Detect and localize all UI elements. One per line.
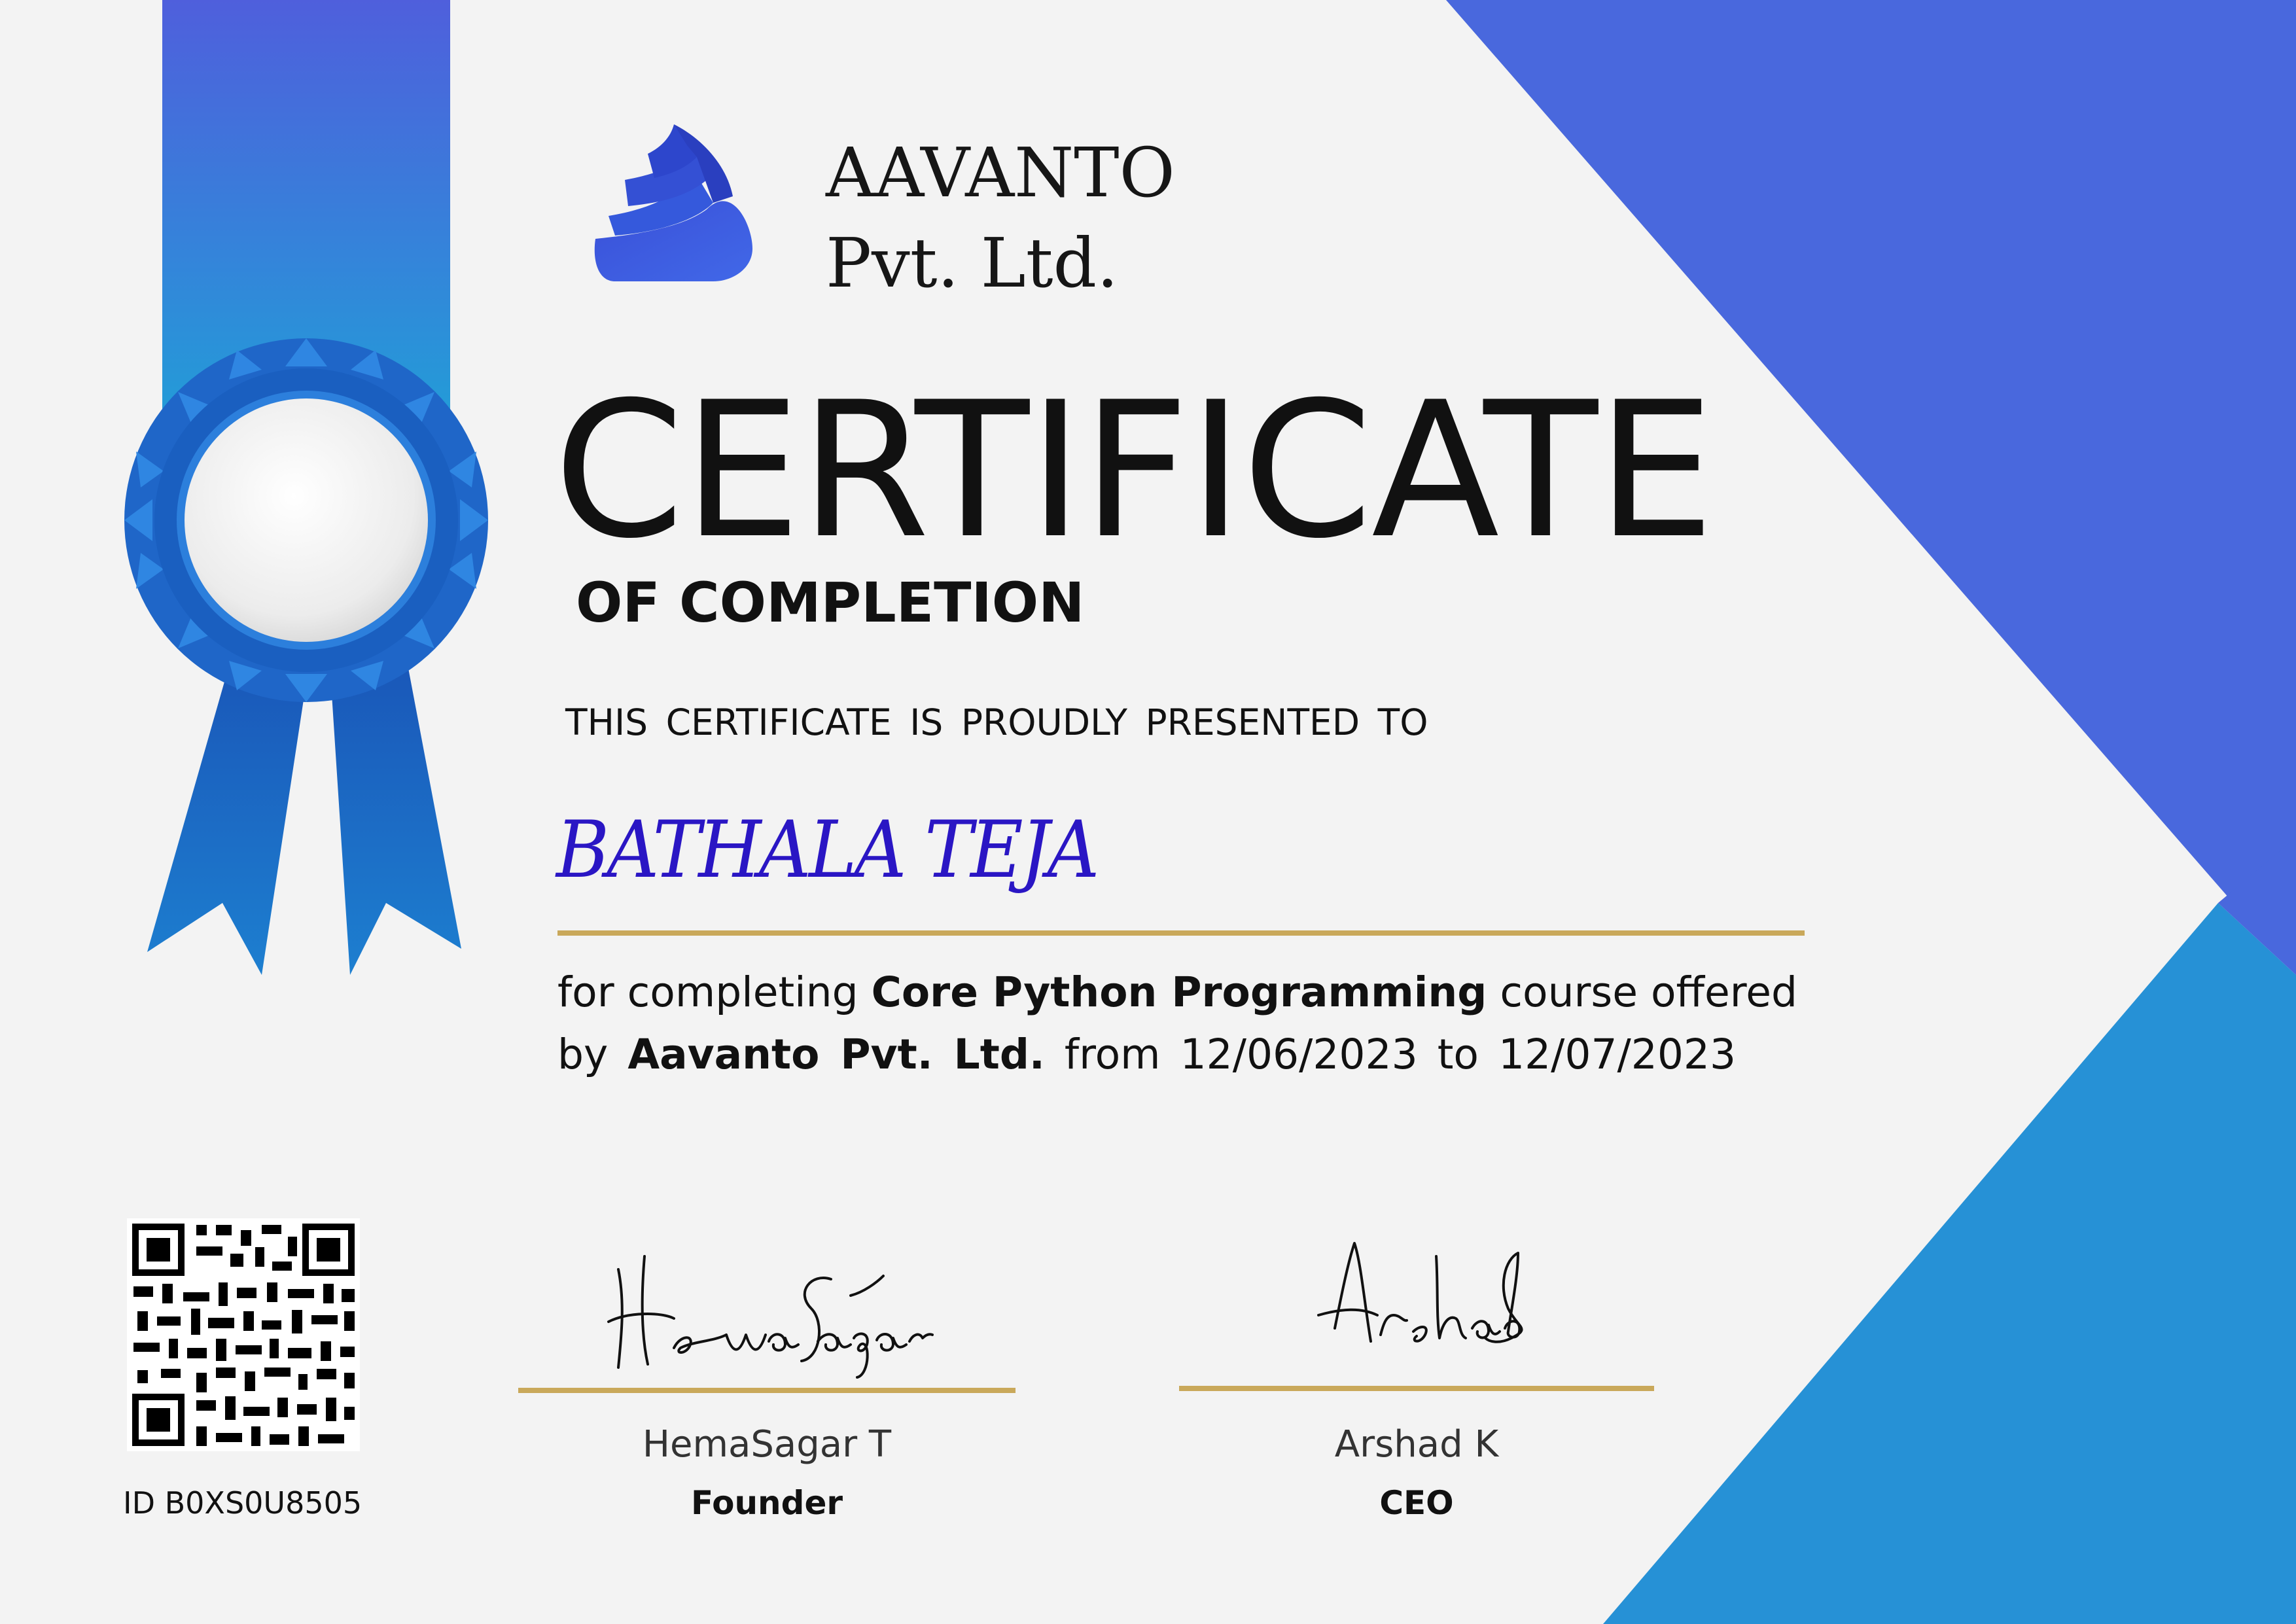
certificate-title: CERTIFICATE bbox=[554, 362, 1714, 580]
award-ribbon-icon bbox=[124, 338, 488, 702]
founder-signature bbox=[609, 1256, 932, 1377]
founder-name: HemaSagar T bbox=[642, 1423, 892, 1466]
recipient-underline bbox=[557, 930, 1805, 936]
course-name: Core Python Programming bbox=[871, 968, 1487, 1016]
company-name bbox=[826, 128, 1175, 308]
body-by: by bbox=[557, 1031, 609, 1078]
wing-logo-icon bbox=[595, 124, 752, 281]
body-prefix: for completing bbox=[557, 968, 858, 1016]
body-line-1 bbox=[557, 968, 1797, 1016]
ceo-role: CEO bbox=[1379, 1484, 1454, 1522]
body-line-2 bbox=[557, 1031, 1736, 1078]
presented-text: THIS CERTIFICATE IS PROUDLY PRESENTED TO bbox=[565, 701, 1428, 743]
certificate-subtitle: OF COMPLETION bbox=[576, 571, 1085, 635]
body-mid: course offered bbox=[1500, 968, 1797, 1016]
company-name-line1: AAVANTO bbox=[826, 133, 1175, 213]
ribbon-tails bbox=[147, 654, 461, 975]
start-date: 12/06/2023 bbox=[1180, 1031, 1418, 1078]
founder-signature-line bbox=[518, 1388, 1016, 1393]
organization-name: Aavanto Pvt. Ltd. bbox=[627, 1031, 1045, 1078]
company-name-line2: Pvt. Ltd. bbox=[826, 223, 1119, 303]
certificate-id: ID B0XS0U8505 bbox=[123, 1485, 362, 1521]
ceo-name: Arshad K bbox=[1334, 1423, 1499, 1466]
body-to: to bbox=[1437, 1031, 1479, 1078]
ceo-signature-line bbox=[1179, 1386, 1654, 1391]
end-date: 12/07/2023 bbox=[1498, 1031, 1737, 1078]
qr-code bbox=[127, 1218, 360, 1451]
ceo-signature bbox=[1318, 1243, 1522, 1342]
founder-role: Founder bbox=[690, 1484, 843, 1522]
body-from: from bbox=[1064, 1031, 1161, 1078]
recipient-name: BATHALA TEJA bbox=[556, 805, 1097, 896]
